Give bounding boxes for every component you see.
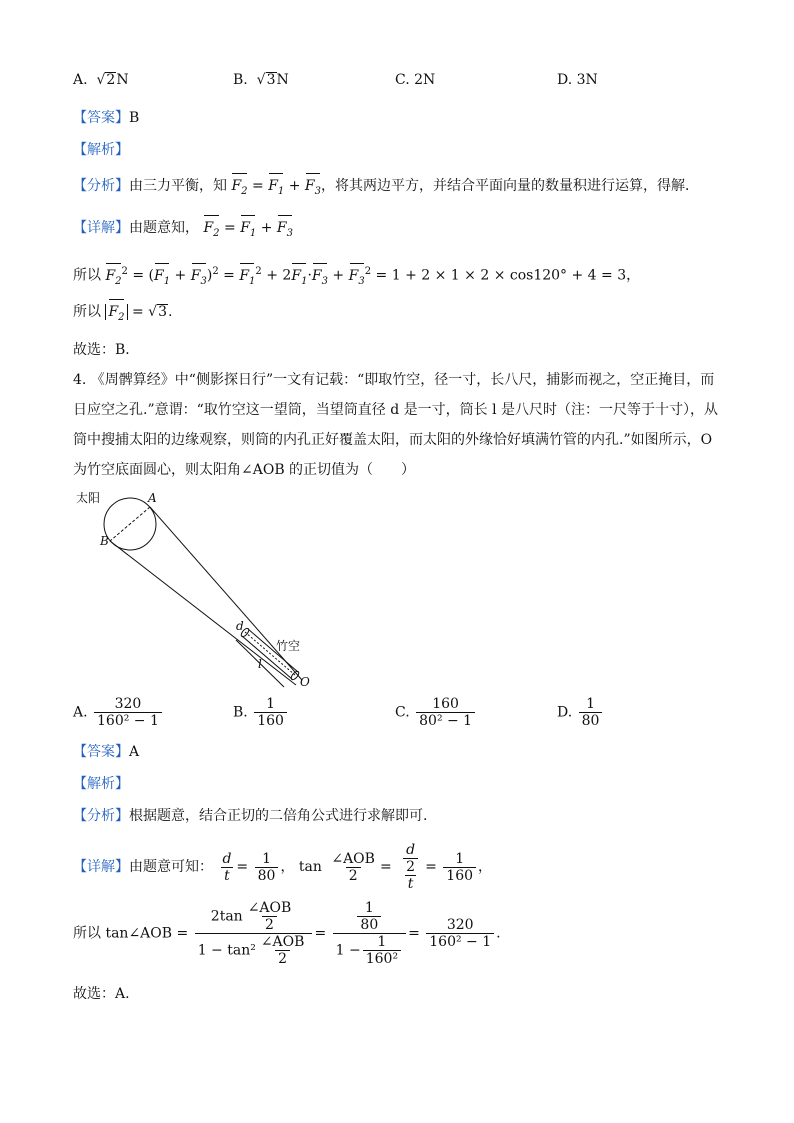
option-value: 3N	[576, 72, 598, 88]
option-fraction	[416, 696, 475, 729]
vector-f2: $F_2$	[231, 176, 247, 202]
vector-f3: $F_3$	[312, 266, 328, 292]
option-value: 2N	[414, 72, 436, 88]
detail-text: 由题意可知：	[129, 859, 213, 875]
denominator: 80² − 1	[416, 712, 475, 729]
vector-f1: $F_1$	[154, 266, 170, 292]
vector-f1: $F_1$	[291, 266, 307, 292]
one-over-160	[443, 851, 476, 884]
q4-analysis-heading: 【解析】	[73, 776, 129, 792]
vector-f1: $F_1$	[268, 176, 284, 202]
denominator: 80	[357, 916, 381, 933]
answer-label: 【答案】	[73, 110, 129, 126]
option-radicand: 3	[266, 72, 276, 88]
vector-f2: $F_2$	[108, 302, 124, 328]
q3-magnitude: 所以 $F_2 = √3$.	[73, 302, 172, 328]
denominator: 160²	[363, 950, 401, 967]
vector-f3: $F_3$	[349, 266, 365, 292]
vector-f1: $F_1$	[239, 266, 255, 292]
q4-stem-line-2: 日应空之孔.”意谓：“取竹空这一望筒，当望筒直径 d 是一寸，筒长 l 是八尺时（注：一尺等于十寸），从	[73, 402, 719, 418]
numerator	[398, 842, 423, 875]
denominator: 2	[262, 916, 277, 933]
option-letter: A.	[73, 72, 88, 88]
equals: =	[132, 304, 144, 320]
numerator	[208, 900, 300, 933]
vector-f2: $F_2$	[105, 266, 121, 292]
numerator: ∠AOB	[331, 850, 375, 867]
denominator	[195, 933, 313, 967]
half-angle	[258, 934, 308, 967]
numerator: 1	[377, 934, 387, 950]
one-over-80	[255, 851, 279, 884]
so-text: 所以	[73, 304, 101, 320]
analysis-text: 由三力平衡，知	[129, 178, 227, 194]
option-unit: N	[116, 72, 129, 88]
numerator: 1	[266, 696, 276, 712]
q4-answer	[73, 742, 139, 762]
vector-f3: $F_3$	[191, 266, 207, 292]
q4-option-b	[233, 696, 289, 729]
q3-option-b: B. √3N	[233, 72, 289, 88]
analysis-text: 根据题意，结合正切的二倍角公式进行求解即可.	[129, 808, 428, 824]
option-unit: N	[276, 72, 289, 88]
detail-label: 【详解】	[73, 859, 129, 875]
numerator: 1	[364, 900, 374, 916]
double-angle-formula	[195, 900, 313, 967]
numerator: 320	[446, 917, 474, 933]
label-o: O	[300, 675, 310, 689]
denominator	[333, 933, 406, 967]
period: .	[168, 304, 173, 320]
q3-expansion: 所以 $F_2^2 = (F_1 + F_3)^2 = F_1^2 + 2F_1\cdot F_3 + F_3^2 = 1 + 2 \times 1 \times 2 \times \cos 120^\circ + 4 = 3$，	[73, 262, 640, 291]
label-b: B	[100, 534, 109, 548]
vector-f2: $F_2$	[203, 218, 219, 244]
half-angle	[245, 900, 295, 933]
vector-f3: $F_3$	[305, 176, 321, 202]
option-fraction	[579, 696, 603, 729]
q4-option-c	[395, 696, 477, 729]
q4-stem-line-4: 为竹空底面圆心，则太阳角∠AOB 的正切值为（ ）	[73, 462, 416, 478]
label-sun: 太阳	[76, 491, 101, 505]
q4-option-d	[557, 696, 604, 729]
option-letter: C.	[395, 704, 410, 721]
option-letter: D.	[557, 72, 573, 88]
one-over-80	[357, 900, 381, 933]
ray-a	[150, 507, 302, 680]
q4-double-angle: 所以 tan∠AOB = 2tan $\frac{\text{∠AOB}}{2}$ 1 − tan² $\frac{\text{∠AOB}}{2}$ = $\frac{1}{80}$ 1 − $\frac{1}{\text{160²}}$ = $\frac{320}{\text{160² − 1}}$ .	[73, 900, 501, 967]
q3-answer	[73, 108, 139, 128]
result-fraction	[426, 917, 494, 950]
q3-option-a: A. √2N	[73, 72, 129, 88]
q4-stem-line-1: 4. 《周髀算经》中“侧影探日行”一文有记载：“即取竹空，径一寸，长八尺，捕影而视之，空正掩目，而	[73, 372, 715, 388]
vector-f3: $F_3$	[277, 218, 293, 244]
d-over-2	[403, 842, 418, 875]
option-letter: D.	[557, 704, 573, 721]
numerator: ∠AOB	[260, 934, 305, 950]
answer-value: B	[129, 110, 140, 126]
one-over-160-sq	[363, 934, 401, 967]
label-tube: 竹空	[276, 639, 301, 653]
label-d: d	[236, 619, 244, 633]
numerator: 1	[262, 850, 271, 867]
vector-f1: $F_1$	[240, 218, 256, 244]
option-letter: B.	[233, 72, 248, 88]
detail-label: 【详解】	[73, 220, 129, 236]
substituted-fraction	[333, 900, 406, 967]
two-tan: 2tan	[210, 908, 243, 925]
so-text: 所以	[73, 267, 101, 284]
numerator	[352, 900, 386, 933]
denominator: 80	[255, 867, 279, 884]
numerator: 1	[455, 850, 465, 867]
q4-detail: 【详解】由题意可知： $\frac{d}{t}$ = $\frac{1}{80}$ ， tan $\frac{\text{∠AOB}}{2}$ = $\frac{\frac{d}{2}}{t}$ = $\frac{1}{160}$ ，	[73, 842, 493, 892]
numerator: d	[406, 842, 416, 858]
magnitude-bars	[105, 304, 127, 323]
ray-b	[110, 541, 296, 685]
denominator: 160	[443, 867, 476, 884]
q3-choose: 故选：B．	[73, 342, 140, 358]
q4-option-a	[73, 696, 164, 729]
answer-label: 【答案】	[73, 744, 129, 760]
numerator: 320	[114, 696, 142, 712]
denominator: 2	[275, 950, 290, 967]
numerator: 160	[432, 696, 459, 712]
option-radicand: 2	[106, 72, 116, 88]
denominator: 160² − 1	[426, 933, 494, 950]
option-fraction	[254, 696, 287, 729]
numerator: ∠AOB	[247, 900, 292, 916]
radicand: 3	[158, 304, 168, 320]
half-d-over-t	[398, 842, 423, 892]
detail-text: 由题意知，	[129, 220, 199, 236]
sun-diameter	[110, 507, 150, 541]
option-fraction	[94, 696, 162, 729]
expansion-tail: = 1 + 2 × 1 × 2 × cos120° + 4 = 3，	[375, 267, 641, 284]
answer-value: A	[129, 744, 140, 760]
one-minus: 1 −	[335, 942, 361, 959]
q4-analysis	[73, 806, 427, 826]
denominator: t	[221, 867, 233, 884]
denominator: 160	[254, 712, 287, 729]
option-letter: A.	[73, 704, 88, 721]
q4-choose: 故选：A.	[73, 986, 130, 1002]
numerator: 1	[586, 696, 596, 712]
label-l: l	[258, 657, 262, 671]
denominator: 80	[579, 712, 603, 729]
one-minus-tan-sq: 1 − tan²	[197, 942, 256, 959]
q3-detail: 【详解】由题意知， $F_2 = F_1 + F_3$	[73, 218, 293, 244]
half-angle	[328, 851, 378, 884]
denominator: 2	[403, 858, 418, 875]
q3-analysis: 【分析】由三力平衡，知 $F_2 = F_1 + F_3$，将其两边平方，并结合平面向量的数量积进行运算，得解．	[73, 176, 699, 202]
analysis-label: 【分析】	[73, 808, 129, 824]
option-letter: C.	[395, 72, 410, 88]
analysis-text-tail: ，将其两边平方，并结合平面向量的数量积进行运算，得解．	[321, 178, 700, 194]
tan-text: tan	[298, 859, 322, 875]
label-a: A	[148, 491, 157, 505]
q3-option-c	[395, 72, 435, 88]
d-over-t	[219, 851, 234, 884]
analysis-label: 【分析】	[73, 178, 129, 194]
q3-analysis-heading: 【解析】	[73, 142, 129, 158]
sun-tube-diagram	[70, 490, 340, 700]
q4-stem-line-3: 筒中搜捕太阳的边缘观察，则筒的内孔正好覆盖太阳，而太阳的外缘恰好填满竹管的内孔.”如图所示，O	[73, 432, 713, 448]
denominator: t	[405, 875, 417, 892]
so-text: 所以 tan∠AOB =	[73, 925, 189, 942]
denominator: 2	[346, 867, 361, 884]
option-letter: B.	[233, 704, 248, 721]
q3-option-d	[557, 72, 598, 88]
numerator: d	[222, 850, 232, 867]
denominator: 160² − 1	[94, 712, 162, 729]
